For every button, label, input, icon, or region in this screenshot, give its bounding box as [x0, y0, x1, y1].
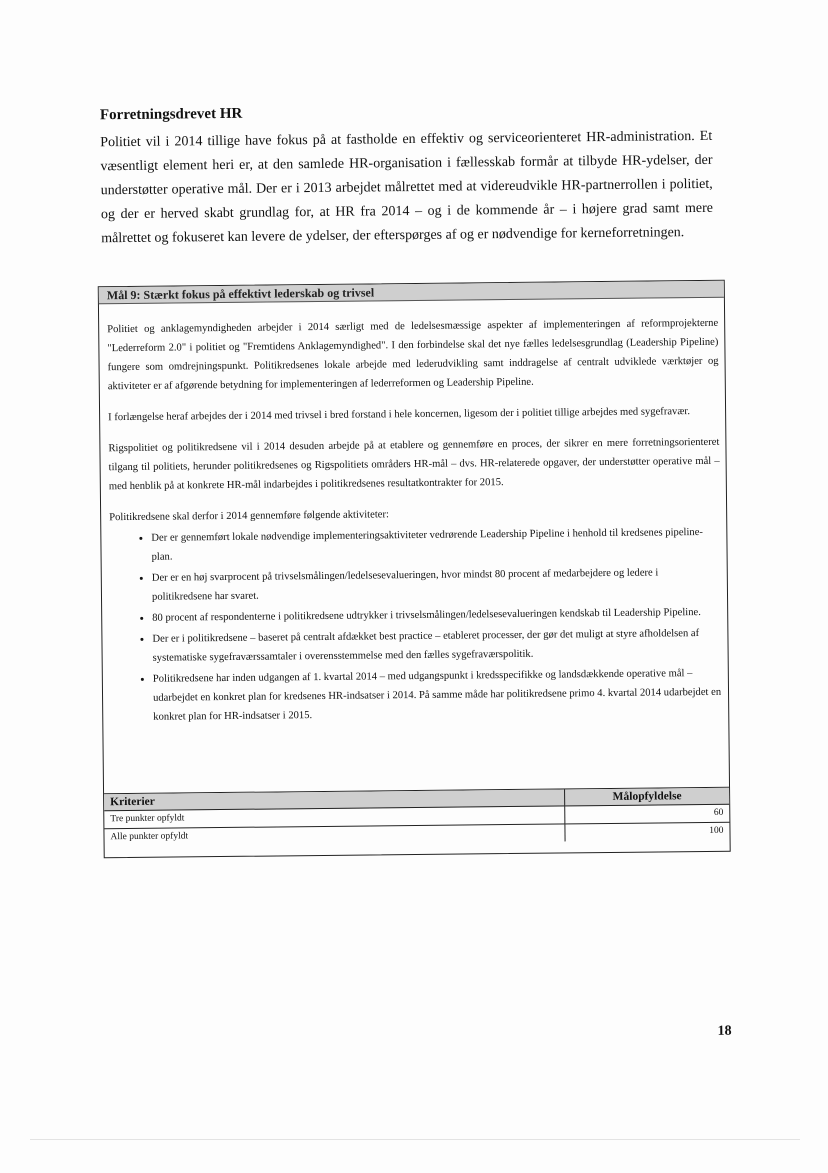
criteria-header: Kriterier [104, 789, 565, 810]
criteria-value: 100 [709, 825, 724, 836]
goal-paragraph: I forlængelse heraf arbejdes der i 2014 med trivsel i bred forstand i hele koncernen, ligesom der i politiet tillige arbejdes med sygefravær. [108, 406, 691, 424]
criteria-value: 60 [713, 807, 724, 818]
activity-list [109, 523, 722, 727]
activity-item: • 80 procent af respondenterne i politikredsene udtrykker i trivselsmålingen/ledelsesevalueringen kendskab til Leadership Pipeline. [152, 603, 721, 628]
criteria-table [104, 787, 730, 847]
goal-paragraph: Politiet og anklagemyndigheden arbejder i 2014 særligt med de ledelsesmæssige aspekter af implementeringen af reformprojekterne "Lederreform 2.0" i politiet og "Fremtidens Anklagemyndighed". I den forbindelse skal det nye fælles ledelsesgrundlag (Leadership Pipeline) fungere som omdrejningspunkt. Politikredsenes lokale arbejde med lederudvikling samt inddragelse af centralt udviklede værktøjer og aktiviteter er af afgørende betydning for implementeringen af lederreformen og Leadership Pipeline. [107, 317, 719, 393]
activity-item: • Der er gennemført lokale nødvendige implementeringsaktiviteter vedrørende Leadership Pipeline i henhold til kredsenes pipeline-plan. [151, 523, 720, 567]
intro-paragraph: Politiet vil i 2014 tillige have fokus på at fastholde en effektiv og serviceorienteret HR-administration. Et væsentligt element heri er, at den samlede HR-organisation i fællesskab formår at tilbyde HR-ydelser, der understøtter operative mål. Der er i 2013 arbejdet målrettet med at videreudvikle HR-partnerrollen i politiet, og der er herved skabt grundlag for, at HR fra 2014 – og i de kommende år – i højere grad samt mere målrettet og fokuseret kan levere de ydelser, der efterspørges af og er nødvendige for kerneforretningen. [100, 128, 714, 247]
activity-item: • Politikredsene har inden udgangen af 1. kvartal 2014 – med udgangspunkt i kredsspecifikke og landsdækkende operative mål – udarbejdet en konkret plan for kredsenes HR-indsatser i 2014. På samme måde har politikredsene primo 4. kvartal 2014 udarbejdet en konkret plan for HR-indsatser i 2015. [153, 664, 723, 727]
criteria-label: Alle punkter opfyldt [104, 824, 565, 846]
section-heading: Forretningsdrevet HR [99, 105, 243, 124]
activity-item: • Der er i politikredsene – baseret på centralt afdækket best practice – etableret processer, der gør det muligt at styre afholdelsen af systematiske sygefraværssamtaler i overensstemmelse med den fælles sygefraværspolitik. [152, 624, 721, 668]
goal-paragraph: Politikredsene skal derfor i 2014 gennemføre følgende aktiviteter: [109, 509, 389, 524]
page-number: 18 [717, 1023, 732, 1039]
goal-paragraph: Rigspolitiet og politikredsene vil i 2014 desuden arbejde på at etablere og gennemføre en proces, der sikrer en mere forretningsorienteret tilgang til politiets, herunder politikredsenes og Rigspolitiets områders HR-mål – dvs. HR-relaterede opgaver, der understøtter operative mål – med henblik på at konkrete HR-mål indarbejdes i politikredsenes resultatkontrakter for 2015. [108, 436, 720, 493]
goal-box [98, 280, 731, 859]
activity-item: • Der er en høj svarprocent på trivselsmålingen/ledelsesevalueringen, hvor mindst 80 procent af medarbejdere og ledere i politikredsene har svaret. [152, 563, 721, 607]
scan-edge-line [30, 1139, 800, 1140]
target-header: Målopfyldelse [612, 790, 682, 803]
goal-title: Mål 9: Stærkt fokus på effektivt lederskab og trivsel [99, 281, 724, 305]
goal-body [99, 298, 728, 728]
criteria-label: Tre punkter opfyldt [104, 806, 565, 828]
